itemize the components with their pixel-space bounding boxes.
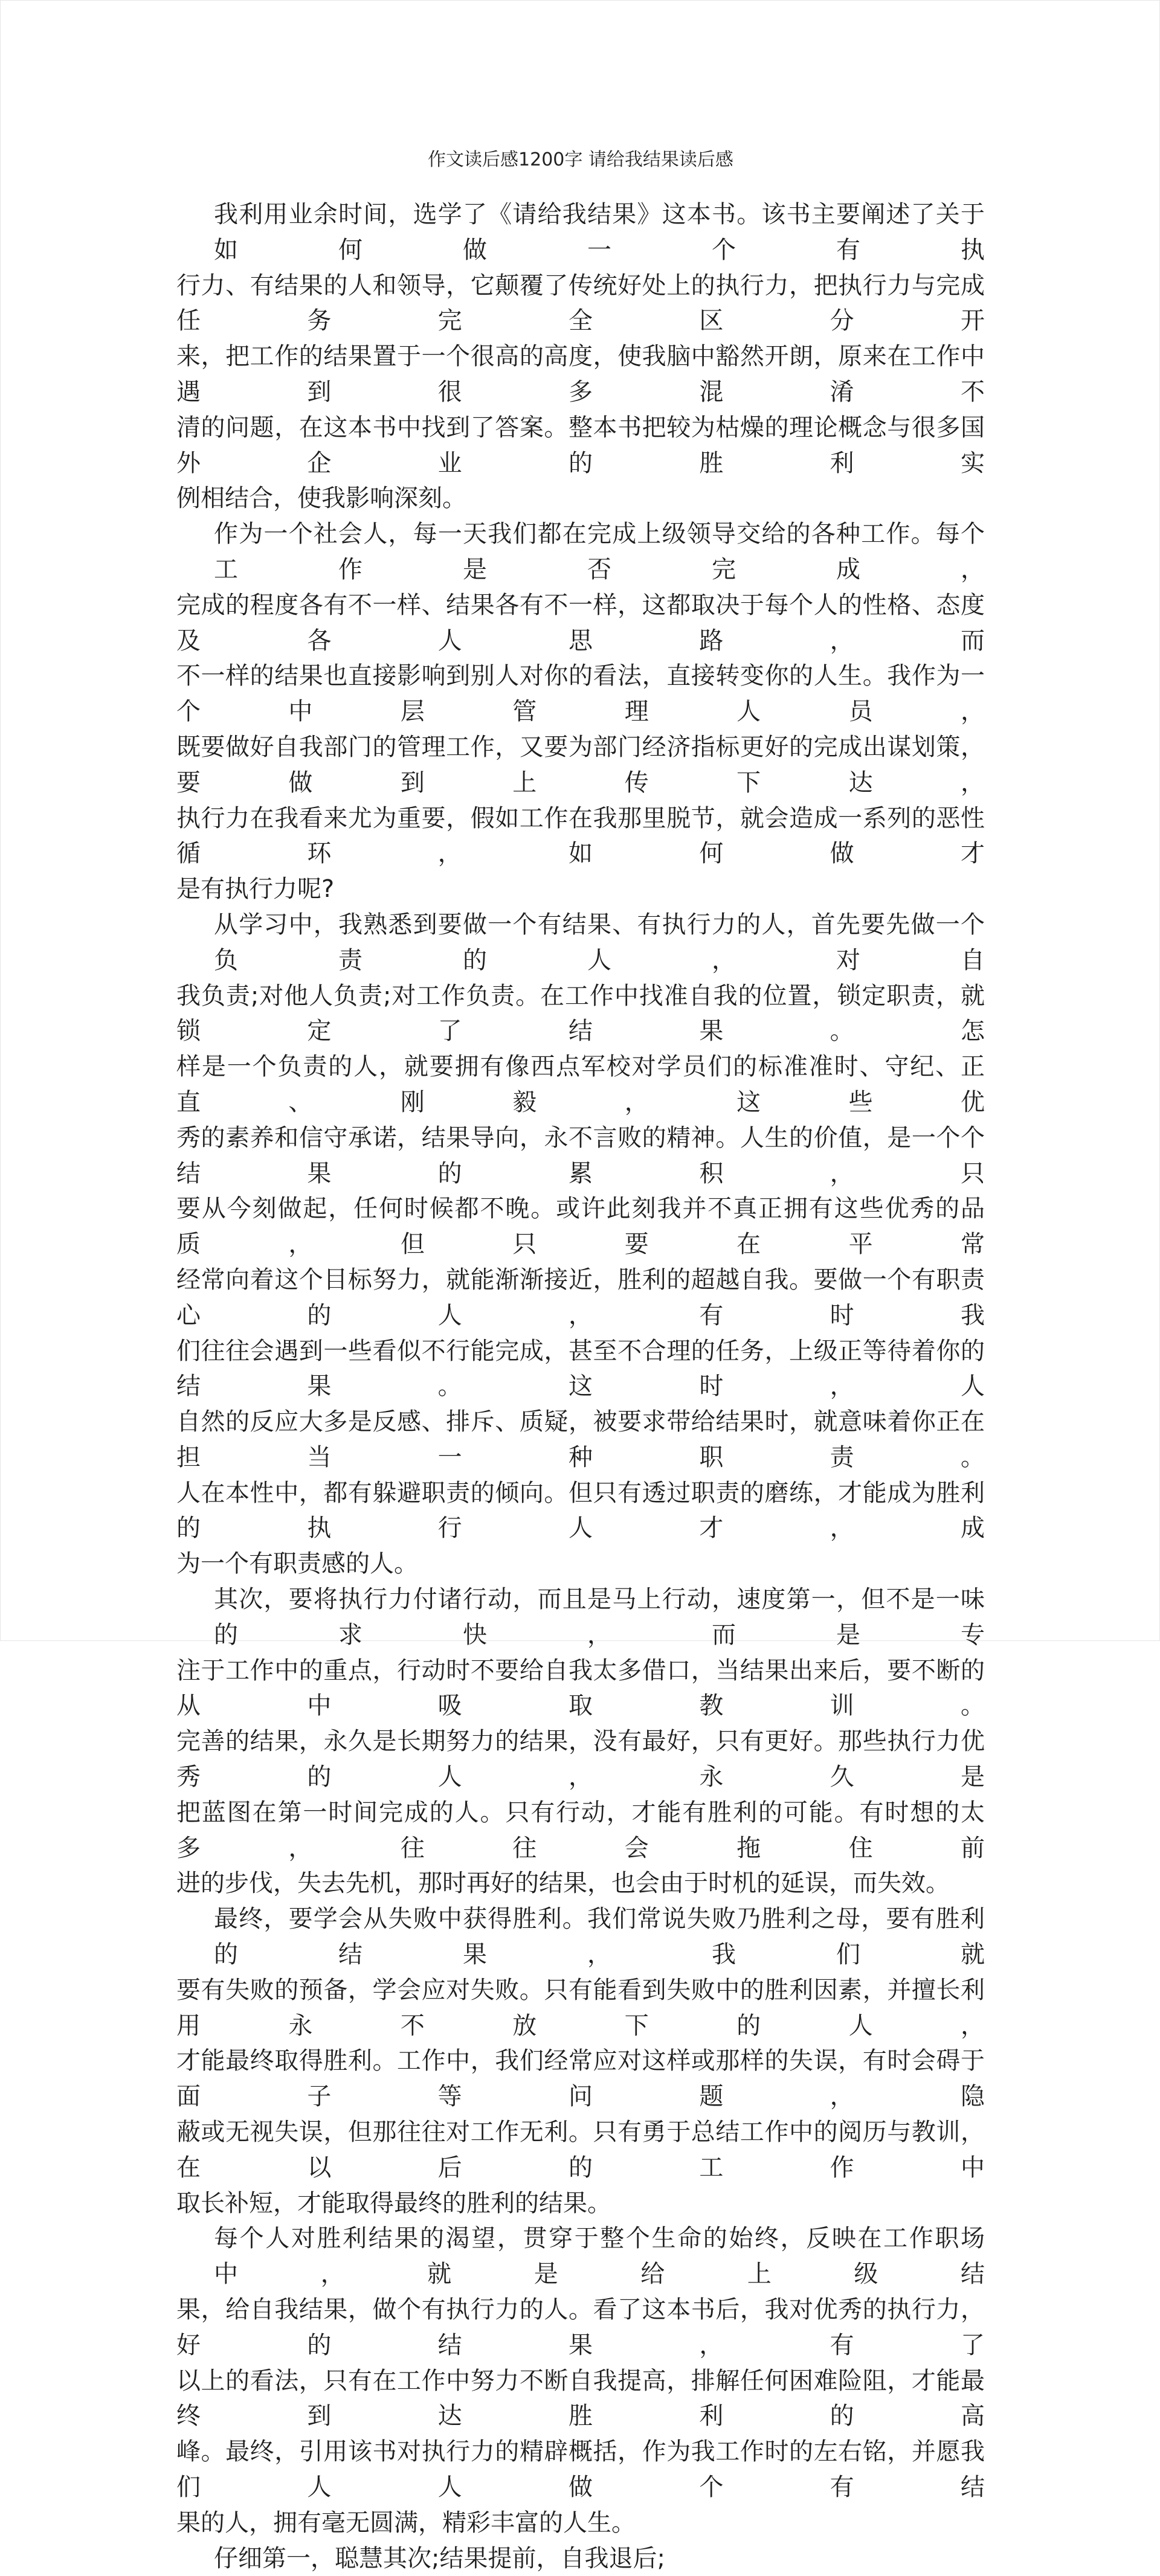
paragraph-line: 果的人，拥有毫无圆满，精彩丰富的人生。	[176, 2508, 636, 2537]
paragraph	[176, 1901, 985, 2221]
paragraph-line: 从学习中，我熟悉到要做一个有结果、有执行力的人，首先要先做一个负责的人，对自	[214, 910, 985, 974]
paragraph-line: 每个人对胜利结果的渴望，贯穿于整个生命的始终，反映在工作职场中，就是给上级结	[214, 2224, 985, 2289]
paragraph-line: 人在本性中，都有躲避职责的倾向。但只有透过职责的磨练，才能成为胜利的执行人才，成	[176, 1479, 985, 1543]
paragraph	[176, 2221, 985, 2540]
paragraph-line: 完善的结果，永久是长期努力的结果，没有最好，只有更好。那些执行力优秀的人，永久是	[176, 1727, 985, 1791]
paragraph-line: 要有失败的预备，学会应对失败。只有能看到失败中的胜利因素，并擅长利用永不放下的人，	[176, 1976, 985, 2040]
paragraph-line: 样是一个负责的人，就要拥有像西点军校对学员们的标准准时、守纪、正直、刚毅，这些优	[176, 1053, 985, 1116]
paragraph-line: 峰。最终，引用该书对执行力的精辟概括，作为我工作时的左右铭，并愿我们人人做个有结	[176, 2438, 985, 2501]
paragraph-line: 我负责;对他人负责;对工作负责。在工作中找准自我的位置，锁定职责，就锁定了结果。怎	[176, 981, 985, 1045]
paragraph	[176, 1582, 985, 1901]
paragraph-line: 例相结合，使我影响深刻。	[176, 484, 466, 513]
paragraph-line: 清的问题，在这本书中找到了答案。整本书把较为枯燥的理论概念与很多国外企业的胜利实	[176, 413, 985, 477]
paragraph-line: 为一个有职责感的人。	[176, 1550, 418, 1578]
paragraph-line: 行力、有结果的人和领导，它颠覆了传统好处上的执行力，把执行力与完成任务完全区分开	[176, 271, 985, 335]
paragraph-line: 来，把工作的结果置于一个很高的高度，使我脑中豁然开朗，原来在工作中遇到很多混淆不	[176, 342, 985, 406]
document-title: 作文读后感1200字 请给我结果读后感	[428, 149, 733, 170]
paragraph-line: 既要做好自我部门的管理工作，又要为部门经济指标更好的完成出谋划策，要做到上传下达，	[176, 733, 985, 797]
paragraph-line: 以上的看法，只有在工作中努力不断自我提高，排解任何困难险阻，才能最终到达胜利的高	[176, 2366, 985, 2430]
paragraph-line: 我利用业余时间，选学了《请给我结果》这本书。该书主要阐述了关于如何做一个有执	[214, 201, 985, 264]
paragraph-line: 不一样的结果也直接影响到别人对你的看法，直接转变你的人生。我作为一个中层管理人员，	[176, 662, 985, 726]
paragraph-line: 把蓝图在第一时间完成的人。只有行动，才能有胜利的可能。有时想的太多，往往会拖住前	[176, 1798, 985, 1862]
paragraph	[176, 197, 985, 516]
paragraph-line: 自然的反应大多是反感、排斥、质疑，被要求带给结果时，就意味着你正在担当一种职责。	[176, 1408, 985, 1471]
paragraph-line: 仔细第一，聪慧其次;结果提前，自我退后;	[214, 2544, 665, 2572]
paragraph	[176, 2541, 985, 2576]
paragraph-line: 注于工作中的重点，行动时不要给自我太多借口，当结果出来后，要不断的从中吸取教训。	[176, 1656, 985, 1720]
paragraph-line: 经常向着这个目标努力，就能渐渐接近，胜利的超越自我。要做一个有职责心的人，有时我	[176, 1265, 985, 1329]
paragraph-line: 最终，要学会从失败中获得胜利。我们常说失败乃胜利之母，要有胜利的结果，我们就	[214, 1905, 985, 1969]
paragraph	[176, 516, 985, 907]
paragraph-line: 取长补短，才能取得最终的胜利的结果。	[176, 2189, 611, 2217]
paragraph	[176, 907, 985, 1582]
paragraph-line: 作为一个社会人，每一天我们都在完成上级领导交给的各种工作。每个工作是否完成，	[214, 520, 985, 583]
paragraph-line: 其次，要将执行力付诸行动，而且是马上行动，速度第一，但不是一味的求快，而是专	[214, 1585, 985, 1649]
paragraph-line: 执行力在我看来尤为重要，假如工作在我那里脱节，就会造成一系列的恶性循环，如何做才	[176, 804, 985, 868]
paragraph-line: 是有执行力呢?	[176, 875, 335, 904]
paragraph-line: 才能最终取得胜利。工作中，我们经常应对这样或那样的失误，有时会碍于面子等问题，隐	[176, 2047, 985, 2111]
paragraph-line: 秀的素养和信守承诺，结果导向，永不言败的精神。人生的价值，是一个个结果的累积，只	[176, 1123, 985, 1187]
paragraph-line: 进的步伐，失去先机，那时再好的结果，也会由于时机的延误，而失效。	[176, 1869, 950, 1898]
paragraph-line: 果，给自我结果，做个有执行力的人。看了这本书后，我对优秀的执行力，好的结果，有了	[176, 2296, 985, 2359]
paragraph-line: 完成的程度各有不一样、结果各有不一样，这都取决于每个人的性格、态度及各人思路，而	[176, 591, 985, 655]
paragraph-line: 蔽或无视失误，但那往往对工作无利。只有勇于总结工作中的阅历与教训，在以后的工作中	[176, 2118, 985, 2182]
paragraph-line: 要从今刻做起，任何时候都不晚。或许此刻我并不真正拥有这些优秀的品质，但只要在平常	[176, 1195, 985, 1259]
paragraph-line: 们往往会遇到一些看似不行能完成，甚至不合理的任务，上级正等待着你的结果。这时，人	[176, 1337, 985, 1401]
document-body	[176, 197, 985, 2576]
